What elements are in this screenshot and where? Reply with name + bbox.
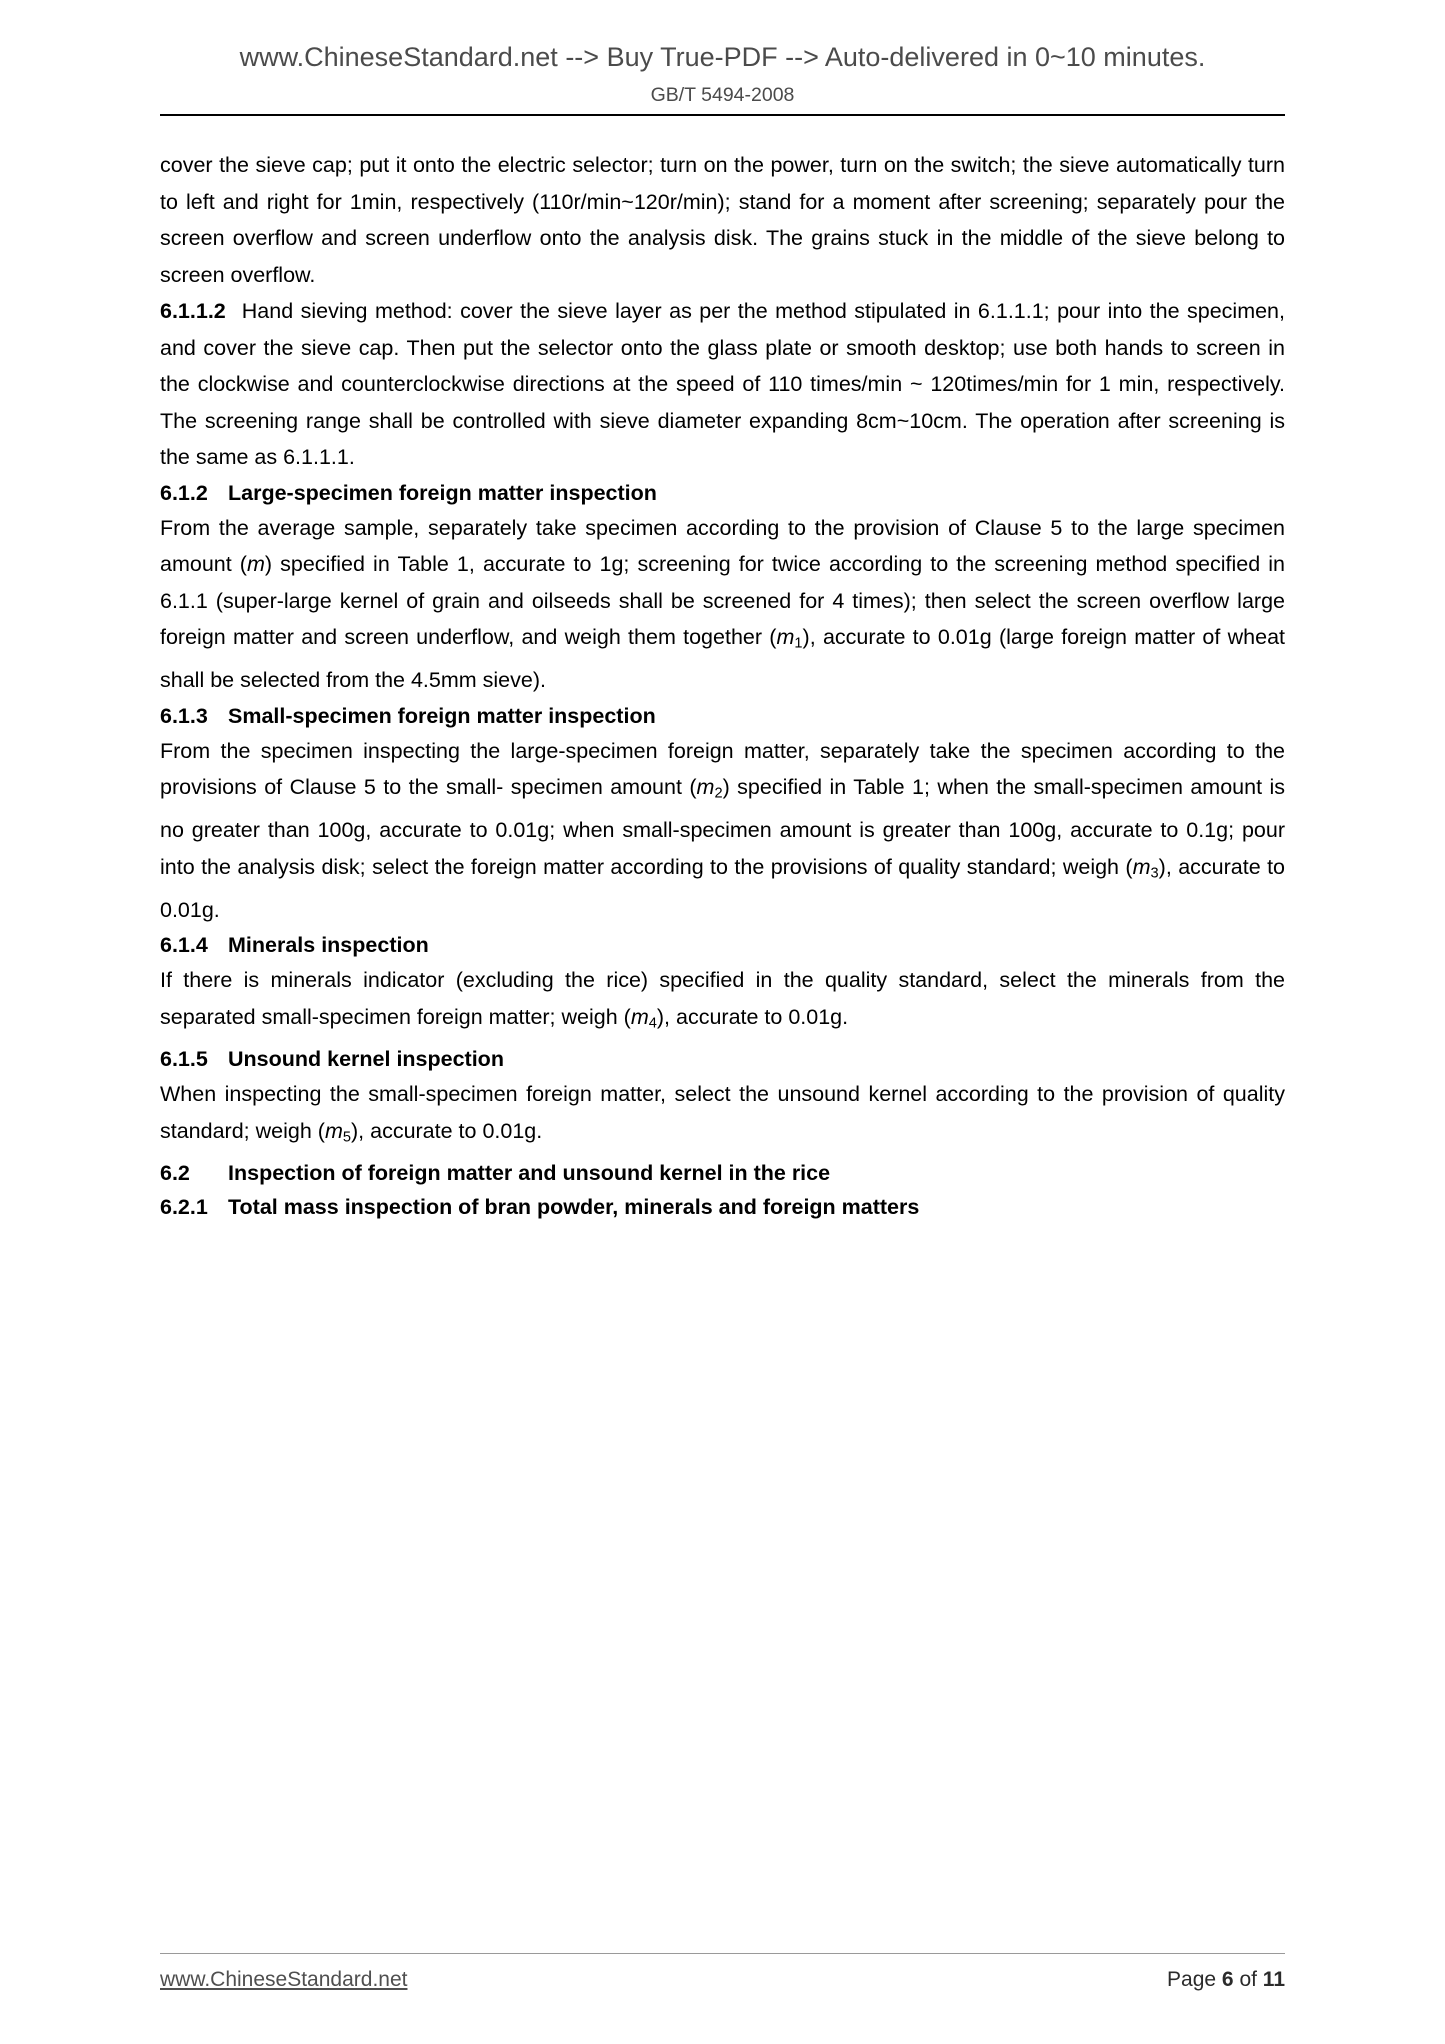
paragraph-6-1-4-part2: ), accurate to 0.01g. [656, 1004, 849, 1029]
promo-banner: www.ChineseStandard.net --> Buy True-PDF --> Auto-delivered in 0~10 minutes. [239, 42, 1206, 72]
clause-text-6-1-1-2: Hand sieving method: cover the sieve layer as per the method stipulated in 6.1.1.1; pour into the specimen, and cover the sieve cap. Then put the selector onto the glass plate or smooth desktop; use both hands to screen in the clockwise and counterclockwise directions at the speed of 110 times/min ~ 120times/min for 1 min, respectively. The screening range shall be controlled with sieve diameter expanding 8cm~10cm. The operation after screening is the same as 6.1.1.1. [160, 299, 1285, 469]
heading-title-6-1-3: Small-specimen foreign matter inspection [228, 703, 656, 728]
heading-number-6-1-5: 6.1.5 [160, 1047, 208, 1072]
page-number-prefix: Page [1167, 1968, 1222, 1991]
heading-number-6-1-4: 6.1.4 [160, 933, 208, 958]
symbol-m3: m [1132, 854, 1151, 879]
paragraph-6-1-2 [160, 510, 1285, 699]
heading-6-2 [160, 1156, 1285, 1190]
heading-title-6-2-1: Total mass inspection of bran powder, minerals and foreign matters [228, 1194, 920, 1219]
symbol-m2-subscript: 2 [714, 785, 723, 802]
paragraph-6-1-2-part1: From the average sample, separately take specimen according to the provision of Clause 5 to the large specimen amount ( [160, 515, 1285, 576]
standard-number: GB/T 5494-2008 [650, 84, 795, 106]
paragraph-6-1-5 [160, 1076, 1285, 1156]
paragraph-6-1-2-part2: ) specified in Table 1, accurate to 1g; screening for twice according to the screening method specified in 6.1.1 (super-large kernel of grain and oilseeds shall be screened for 4 times); then select the screen overflow large foreign matter and screen underflow, and weigh them together ( [160, 552, 1285, 649]
heading-number-6-2-1: 6.2.1 [160, 1194, 208, 1219]
heading-number-6-1-3: 6.1.3 [160, 703, 208, 728]
heading-title-6-1-5: Unsound kernel inspection [228, 1047, 504, 1072]
paragraph-6-1-5-part1: When inspecting the small-specimen foreign matter, select the unsound kernel according to the provision of quality standard; weigh ( [160, 1082, 1285, 1143]
heading-number-6-1-2: 6.1.2 [160, 480, 208, 505]
symbol-m4-subscript: 4 [648, 1015, 657, 1032]
paragraph-6-1-3-part1: From the specimen inspecting the large-specimen foreign matter, separately take the specimen according to the provisions of Clause 5 to the small- specimen amount ( [160, 738, 1285, 800]
page-number-mid: of [1233, 1968, 1263, 1991]
heading-6-2-1 [160, 1190, 1285, 1224]
paragraph-6-1-5-part2: ), accurate to 0.01g. [351, 1118, 543, 1143]
header-divider [160, 114, 1285, 116]
heading-title-6-2: Inspection of foreign matter and unsound kernel in the rice [228, 1160, 831, 1185]
symbol-m5: m [324, 1118, 343, 1143]
heading-title-6-1-2: Large-specimen foreign matter inspection [228, 480, 657, 505]
page-number-total: 11 [1262, 1968, 1285, 1991]
paragraph-6-1-3-part3: ), accurate to 0.01g. [160, 854, 1285, 922]
page-content [160, 0, 1285, 1224]
heading-title-6-1-4: Minerals inspection [228, 933, 429, 958]
symbol-m3-subscript: 3 [1150, 865, 1159, 882]
footer-row [160, 1968, 1285, 1992]
symbol-m5-subscript: 5 [342, 1129, 351, 1146]
heading-6-1-2 [160, 476, 1285, 510]
symbol-m1-subscript: 1 [794, 635, 803, 652]
symbol-m2: m [696, 775, 715, 800]
clause-number-6-1-1-2: 6.1.1.2 [160, 299, 226, 323]
footer-divider [160, 1953, 1285, 1954]
paragraph-continued [160, 147, 1285, 293]
page-number [1167, 1968, 1285, 1992]
paragraph-6-1-4-part1: If there is minerals indicator (excluding the rice) specified in the quality standard, select the minerals from the separated small-specimen foreign matter; weigh ( [160, 968, 1285, 1029]
paragraph-6-1-3-part2: ) specified in Table 1; when the small-specimen amount is no greater than 100g, accurate to 0.01g; when small-specimen amount is greater than 100g, accurate to 0.1g; pour into the analysis disk; select the foreign matter according to the provisions of quality standard; weigh ( [160, 775, 1286, 879]
heading-6-1-4 [160, 928, 1285, 962]
footer-website-link[interactable]: www.ChineseStandard.net [160, 1968, 408, 1991]
heading-6-1-3 [160, 699, 1285, 733]
paragraph-6-1-2-part3: ), accurate to 0.01g (large foreign matter of wheat shall be selected from the 4.5mm sieve). [160, 625, 1285, 693]
page-number-current: 6 [1221, 1968, 1234, 1991]
symbol-m1: m [776, 625, 795, 649]
page-footer [160, 1953, 1285, 1992]
symbol-m4: m [630, 1004, 649, 1029]
paragraph-6-1-4 [160, 962, 1285, 1042]
paragraph-continued-text: cover the sieve cap; put it onto the electric selector; turn on the power, turn on the switch; the sieve automatically turn to left and right for 1min, respectively (110r/min~120r/min); stand for a moment after screening; separately pour the screen overflow and screen underflow onto the analysis disk. The grains stuck in the middle of the sieve belong to screen overflow. [160, 153, 1285, 287]
heading-6-1-5 [160, 1042, 1285, 1076]
paragraph-6-1-1-2 [160, 293, 1285, 476]
paragraph-6-1-3 [160, 733, 1285, 929]
heading-number-6-2: 6.2 [160, 1160, 190, 1185]
symbol-m: m [246, 552, 265, 576]
